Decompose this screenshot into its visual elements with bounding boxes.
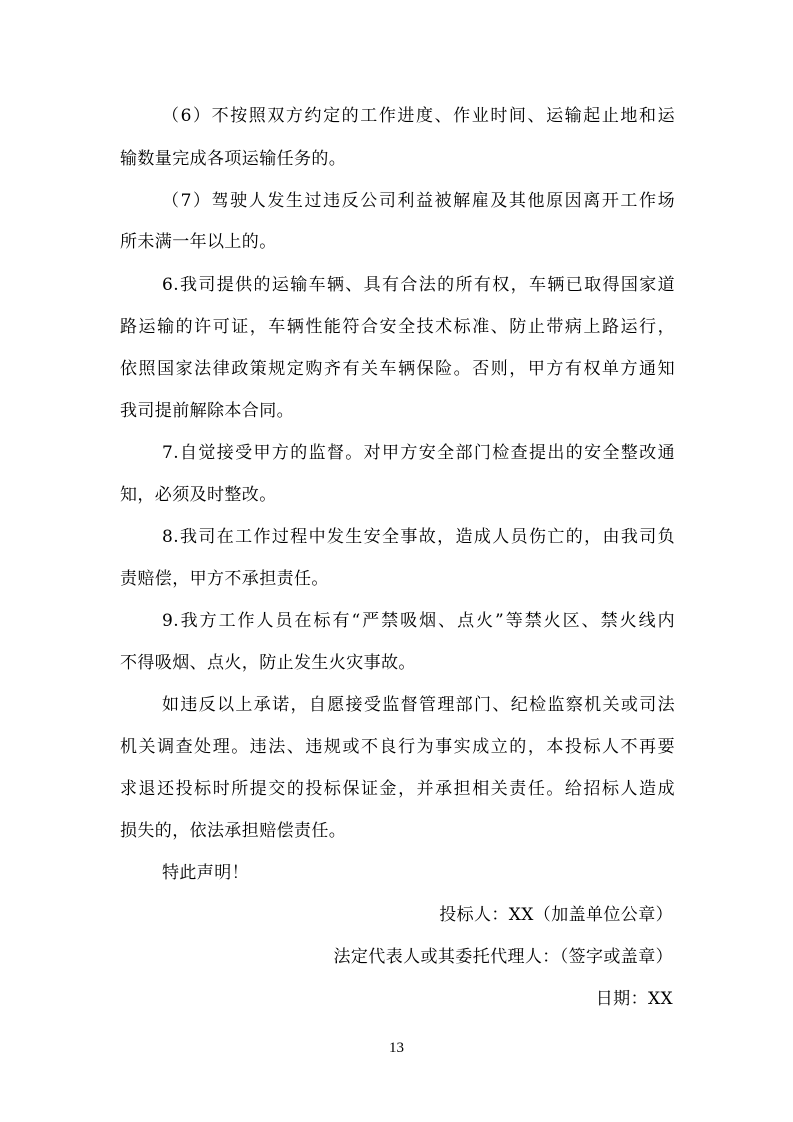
paragraph-line: 不得吸烟、点火，防止发生火灾事故。 <box>120 653 416 673</box>
paragraph-line: 8.我司在工作过程中发生安全事故，造成人员伤亡的，由我司负 <box>162 527 675 547</box>
paragraph-line: 路运输的许可证，车辆性能符合安全技术标准、防止带病上路运行， <box>120 317 675 337</box>
paragraph-line: 如违反以上承诺，自愿接受监督管理部门、纪检监察机关或司法 <box>162 695 675 715</box>
signature-representative: 法定代表人或其委托代理人：（签字或盖章） <box>333 947 673 967</box>
paragraph-line: 输数量完成各项运输任务的。 <box>120 149 347 169</box>
page-number: 13 <box>389 1040 404 1056</box>
paragraph-line: 依照国家法律政策规定购齐有关车辆保险。否则，甲方有权单方通知 <box>120 359 675 379</box>
paragraph-line: 所未满一年以上的。 <box>120 232 277 252</box>
paragraph-line: 7.自觉接受甲方的监督。对甲方安全部门检查提出的安全整改通 <box>162 443 675 463</box>
closing-statement: 特此声明！ <box>162 863 249 883</box>
paragraph-line: 9.我方工作人员在标有“严禁吸烟、点火”等禁火区、禁火线内 <box>162 611 675 631</box>
paragraph-line: （7）驾驶人发生过违反公司利益被解雇及其他原因离开工作场 <box>162 191 675 211</box>
paragraph-line: 6.我司提供的运输车辆、具有合法的所有权，车辆已取得国家道 <box>162 275 675 295</box>
signature-date: 日期：XX <box>595 989 673 1009</box>
paragraph-line: 我司提前解除本合同。 <box>120 401 294 421</box>
paragraph-line: （6）不按照双方约定的工作进度、作业时间、运输起止地和运 <box>162 106 675 126</box>
paragraph-line: 知，必须及时整改。 <box>120 485 277 505</box>
paragraph-line: 损失的，依法承担赔偿责任。 <box>120 821 347 841</box>
paragraph-line: 责赔偿，甲方不承担责任。 <box>120 569 329 589</box>
paragraph-line: 求退还投标时所提交的投标保证金，并承担相关责任。给招标人造成 <box>120 779 675 799</box>
paragraph-line: 机关调查处理。违法、违规或不良行为事实成立的，本投标人不再要 <box>120 737 675 757</box>
signature-bidder: 投标人：XX（加盖单位公章） <box>439 905 673 925</box>
